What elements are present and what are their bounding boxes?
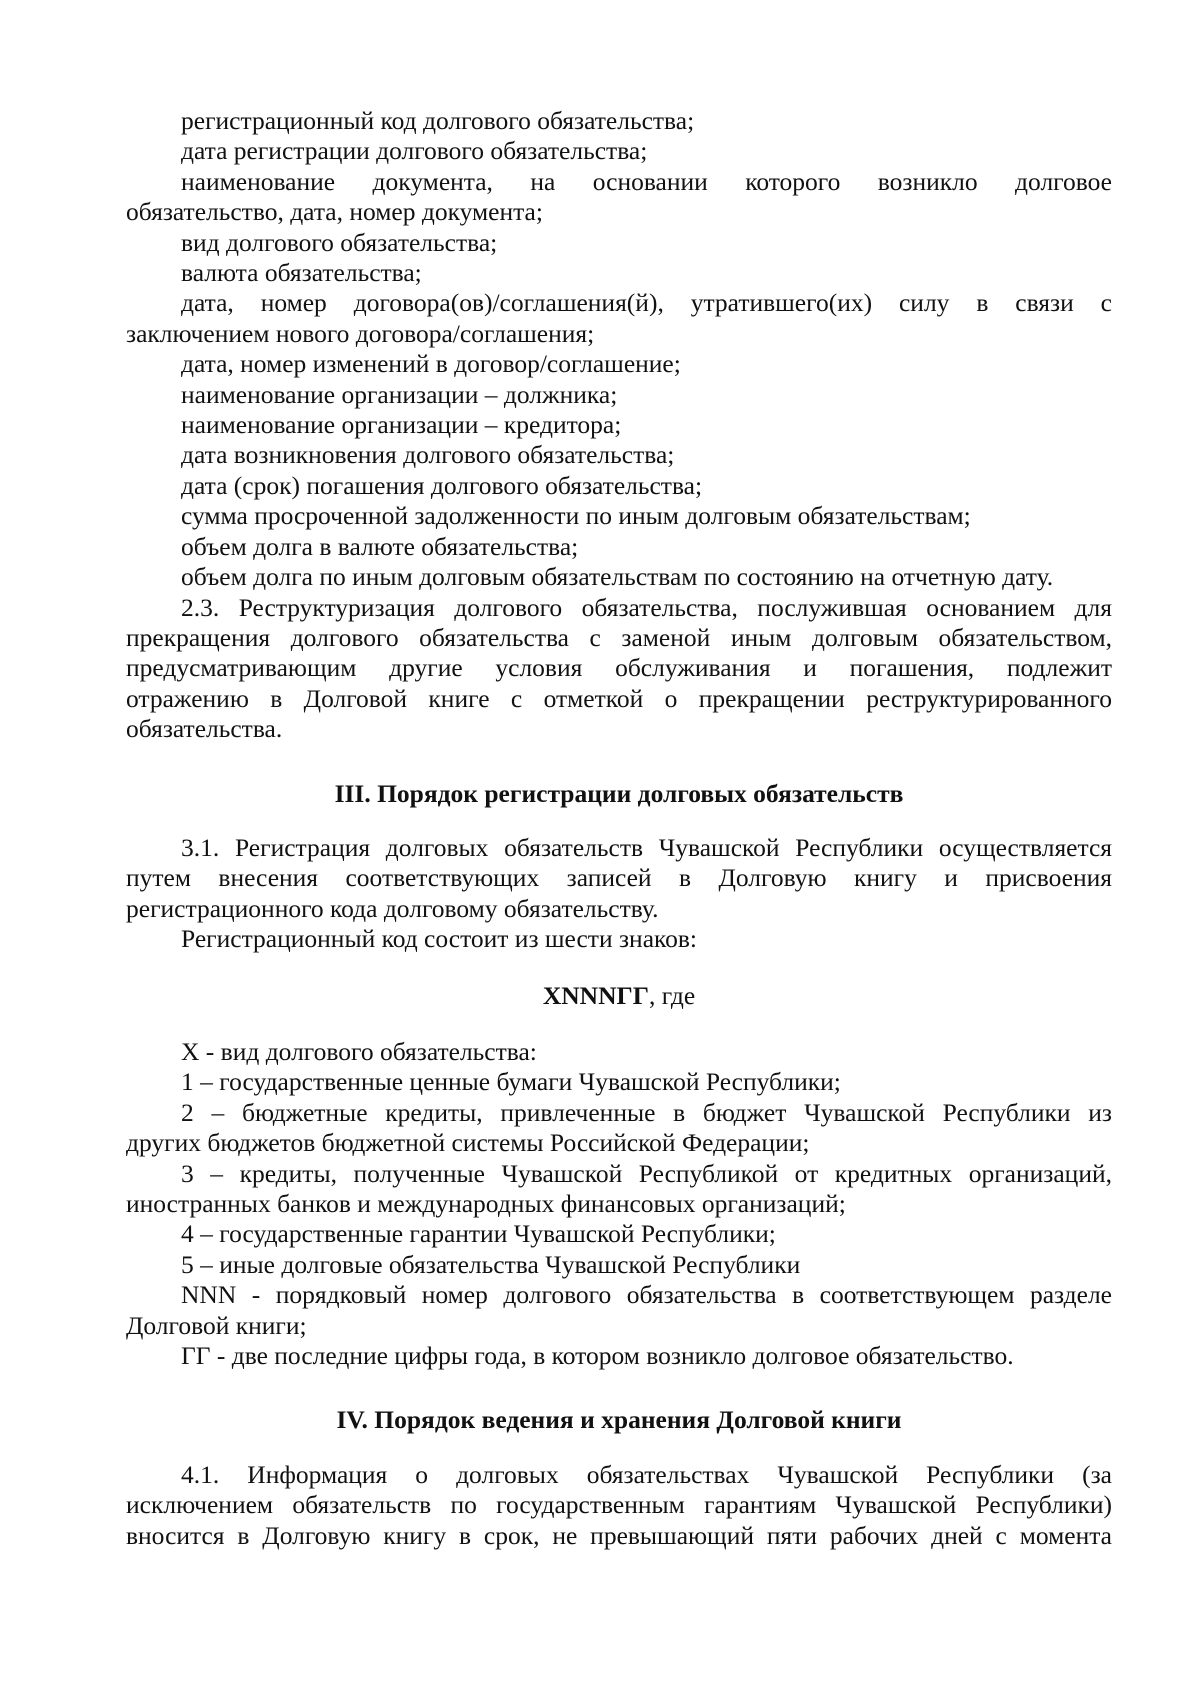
paragraph-4-1-line: вносится в Долговую книгу в срок, не превышающий пяти рабочих дней с момента xyxy=(126,1520,1112,1550)
paragraph-2-3-line: прекращения долгового обязательства с заменой иным долговым обязательством, xyxy=(126,622,1112,652)
debt-type-item: 4 – государственные гарантии Чувашской Республики; xyxy=(181,1219,776,1249)
debt-type-item: 1 – государственные ценные бумаги Чувашской Республики; xyxy=(181,1067,841,1097)
list-item: дата, номер изменений в договор/соглашение; xyxy=(181,349,681,379)
code-gg-description: ГГ - две последние цифры года, в котором возникло долговое обязательство. xyxy=(181,1341,1014,1371)
paragraph-4-1-line: исключением обязательств по государственным гарантиям Чувашской Республики) xyxy=(126,1490,1112,1520)
list-item: вид долгового обязательства; xyxy=(181,227,498,257)
list-item: объем долга по иным долговым обязательствам по состоянию на отчетную дату. xyxy=(181,562,1054,592)
formula-code: XNNNГГ xyxy=(542,980,649,1010)
list-item: регистрационный код долгового обязательства; xyxy=(181,106,695,135)
list-item-continuation: заключением нового договора/соглашения; xyxy=(126,318,595,348)
list-item: объем долга в валюте обязательства; xyxy=(181,531,579,561)
list-item: дата регистрации долгового обязательства; xyxy=(181,136,648,166)
debt-type-continuation: иностранных банков и международных финансовых организаций; xyxy=(126,1189,846,1218)
debt-type-item: 3 – кредиты, полученные Чувашской Республикой от кредитных организаций, xyxy=(181,1158,1112,1188)
section-4-heading: IV. Порядок ведения и хранения Долговой книги xyxy=(336,1405,902,1435)
paragraph-2-3-line: отражению в Долговой книге с отметкой о прекращении реструктурированного xyxy=(126,683,1112,713)
code-intro: Регистрационный код состоит из шести знаков: xyxy=(181,924,697,954)
code-nnn-description: NNN - порядковый номер долгового обязательства в соответствующем разделе xyxy=(181,1280,1112,1310)
paragraph-4-1-line: 4.1. Информация о долговых обязательствах Чувашской Республики (за xyxy=(181,1459,1112,1489)
list-item: наименование документа, на основании которого возникло долговое xyxy=(181,166,1112,196)
list-item: дата, номер договора(ов)/соглашения(й), утратившего(их) силу в связи с xyxy=(181,288,1112,318)
debt-type-item: 5 – иные долговые обязательства Чувашской Республики xyxy=(181,1249,801,1279)
paragraph-2-3-line: обязательства. xyxy=(126,714,283,744)
debt-type-item: 2 – бюджетные кредиты, привлеченные в бюджет Чувашской Республики из xyxy=(181,1097,1112,1127)
document-body xyxy=(126,106,1112,1551)
paragraph-2-3-line: предусматривающим другие условия обслуживания и погашения, подлежит xyxy=(126,653,1112,683)
list-item: наименование организации – кредитора; xyxy=(181,410,622,440)
list-item: дата возникновения долгового обязательства; xyxy=(181,440,675,470)
paragraph-3-1-line: 3.1. Регистрация долговых обязательств Чувашской Республики осуществляется xyxy=(181,832,1112,862)
debt-type-continuation: других бюджетов бюджетной системы Российской Федерации; xyxy=(126,1128,810,1158)
list-item: сумма просроченной задолженности по иным долговым обязательствам; xyxy=(181,501,971,531)
list-item: валюта обязательства; xyxy=(181,258,422,288)
paragraph-2-3-line: 2.3. Реструктуризация долгового обязательства, послужившая основанием для xyxy=(181,592,1112,622)
list-item: дата (срок) погашения долгового обязательства; xyxy=(181,470,703,500)
paragraph-3-1-line: регистрационного кода долговому обязательству. xyxy=(126,893,659,923)
formula-rest: , где xyxy=(648,980,696,1010)
paragraph-3-1-line: путем внесения соответствующих записей в Долговую книгу и присвоения xyxy=(126,863,1112,893)
section-3-heading: III. Порядок регистрации долговых обязательств xyxy=(334,778,904,808)
list-item-continuation: обязательство, дата, номер документа; xyxy=(126,197,543,227)
code-x-label: X - вид долгового обязательства: xyxy=(181,1036,537,1066)
registration-code-formula xyxy=(126,981,1112,1011)
code-nnn-continuation: Долговой книги; xyxy=(126,1310,307,1340)
list-item: наименование организации – должника; xyxy=(181,379,618,409)
